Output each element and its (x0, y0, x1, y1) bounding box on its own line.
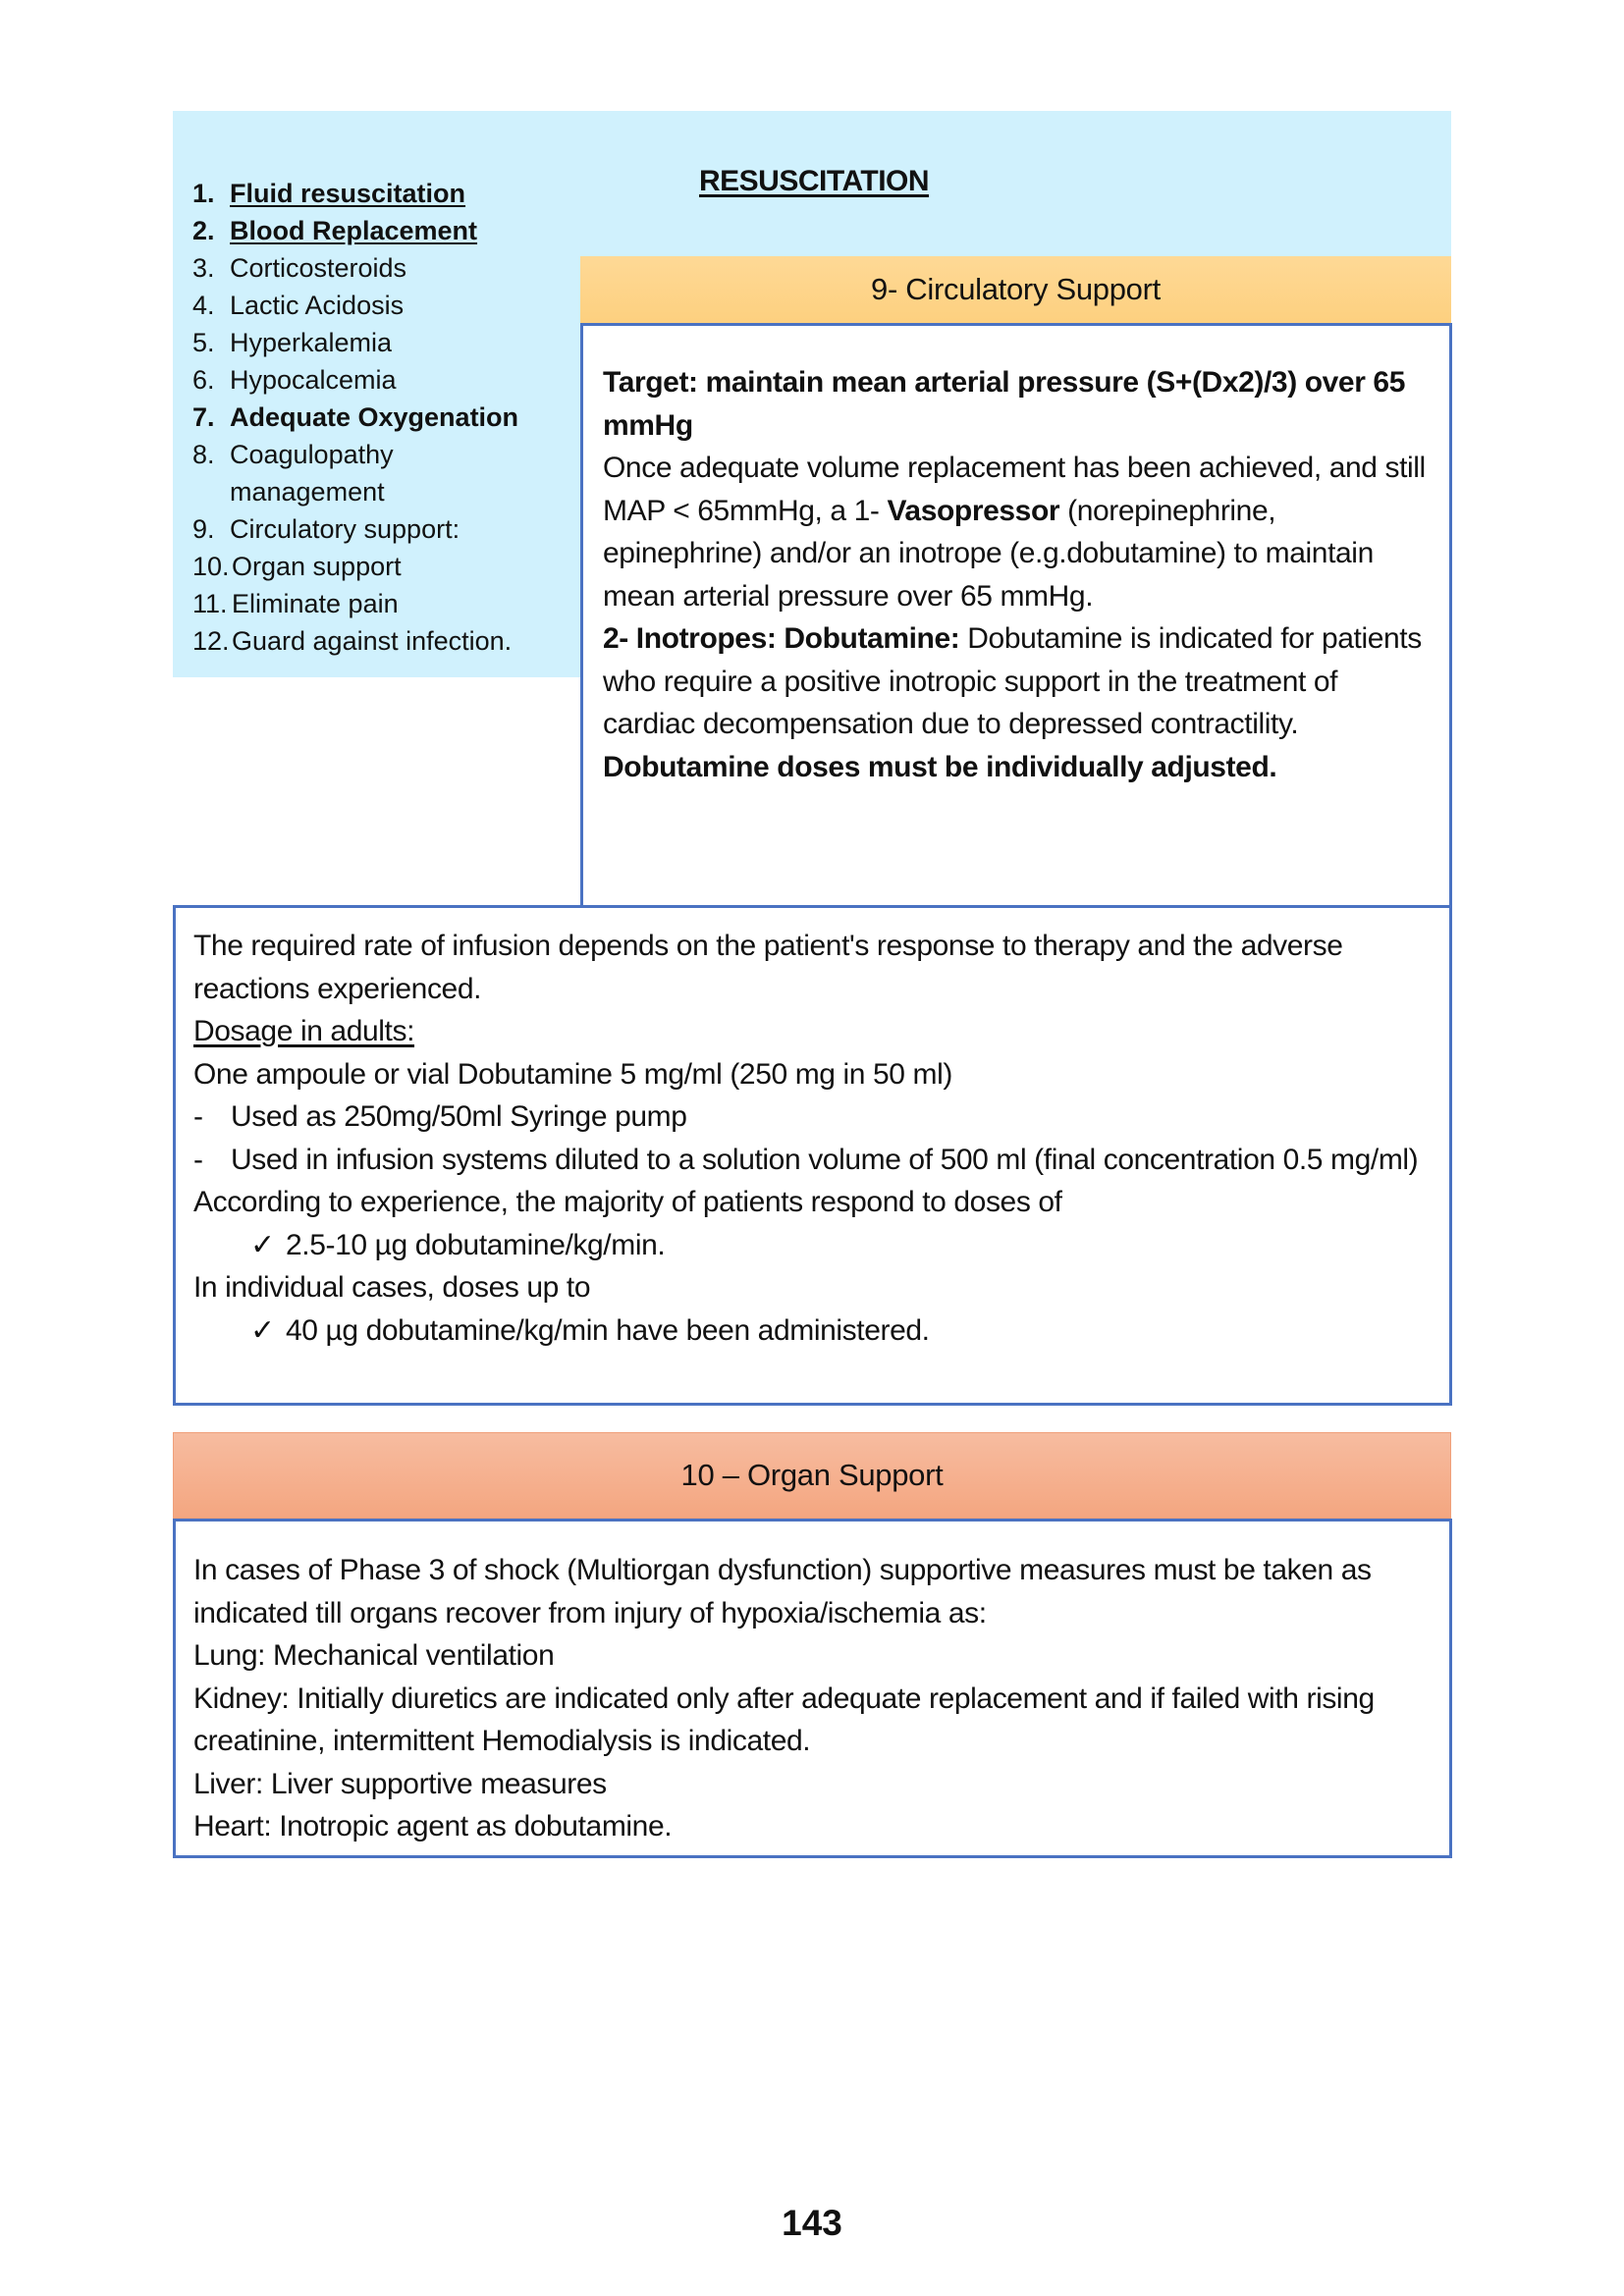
organ-heart: Heart: Inotropic agent as dobutamine. (193, 1810, 673, 1842)
resuscitation-title: RESUSCITATION (699, 165, 930, 197)
toc-item: 11. Eliminate pain (192, 589, 399, 618)
toc-item: 1. Fluid resuscitation (192, 179, 466, 208)
organ-lung: Lung: Mechanical ventilation (193, 1639, 555, 1672)
toc-item: 12. Guard against infection. (192, 626, 513, 656)
resuscitation-toc-list (192, 175, 585, 660)
toc-item: 6. Hypocalcemia (192, 365, 397, 395)
page-number: 143 (782, 2203, 842, 2243)
checkmark-icon: ✓ (250, 1313, 275, 1347)
target-statement: Target: maintain mean arterial pressure (S+(Dx2)/3) over 65 mmHg (603, 366, 1406, 442)
dash-list-item: - Used as 250mg/50ml Syringe pump (193, 1100, 687, 1133)
individual-cases-text: In individual cases, doses up to (193, 1271, 591, 1304)
checkmark-icon: ✓ (250, 1228, 275, 1261)
toc-item: 7. Adequate Oxygenation (192, 402, 519, 432)
organ-support-box (173, 1519, 1452, 1858)
checklist-item: ✓ 40 µg dobutamine/kg/min have been administered. (193, 1309, 1435, 1353)
toc-item: 2. Blood Replacement (192, 216, 478, 245)
toc-item: 4. Lactic Acidosis (192, 291, 405, 320)
dosage-subtitle: Dosage in adults: (193, 1015, 415, 1047)
organ-liver: Liver: Liver supportive measures (193, 1767, 607, 1800)
dash-list-item: - Used in infusion systems diluted to a solution volume of 500 ml (final concentration 0.5 mg/ml) (193, 1143, 1419, 1176)
organ-kidney: Kidney: Initially diuretics are indicated only after adequate replacement and if failed with rising creatinine, intermittent Hemodialysis is indicated. (193, 1682, 1375, 1757)
organ-intro: In cases of Phase 3 of shock (Multiorgan dysfunction) supportive measures must be taken as indicated till organs recover from injury of hypoxia/ischemia as: (193, 1554, 1372, 1629)
circulatory-support-header: 9- Circulatory Support (580, 256, 1451, 323)
toc-item: 10. Organ support (192, 552, 402, 581)
ampoule-text: One ampoule or vial Dobutamine 5 mg/ml (250 mg in 50 ml) (193, 1057, 952, 1091)
dosage-box (173, 905, 1452, 1406)
experience-text: According to experience, the majority of patients respond to doses of (193, 1186, 1062, 1218)
infusion-rate-text: The required rate of infusion depends on the patient's response to therapy and the adverse reactions experienced. (193, 930, 1343, 1005)
toc-item: 9. Circulatory support: (192, 514, 460, 544)
circulatory-support-box (580, 323, 1452, 907)
toc-item: 8. Coagulopathy management (192, 440, 394, 507)
checklist-item: ✓ 2.5-10 µg dobutamine/kg/min. (193, 1224, 1435, 1267)
toc-item: 3. Corticosteroids (192, 253, 407, 283)
organ-support-header: 10 – Organ Support (173, 1432, 1451, 1519)
inotropes-paragraph: 2- Inotropes: Dobutamine: Dobutamine is indicated for patients who require a positive inotropic support in the treatment of cardiac decompensation due to depressed contractility. Dobutamine doses must be individually adjusted. (603, 622, 1422, 783)
vasopressor-paragraph: Once adequate volume replacement has been achieved, and still MAP < 65mmHg, a 1- Vasopressor (norepinephrine, epinephrine) and/or an inotrope (e.g.dobutamine) to maintain mean arterial pressure over 65 mmHg. (603, 452, 1426, 613)
toc-item: 5. Hyperkalemia (192, 328, 393, 357)
